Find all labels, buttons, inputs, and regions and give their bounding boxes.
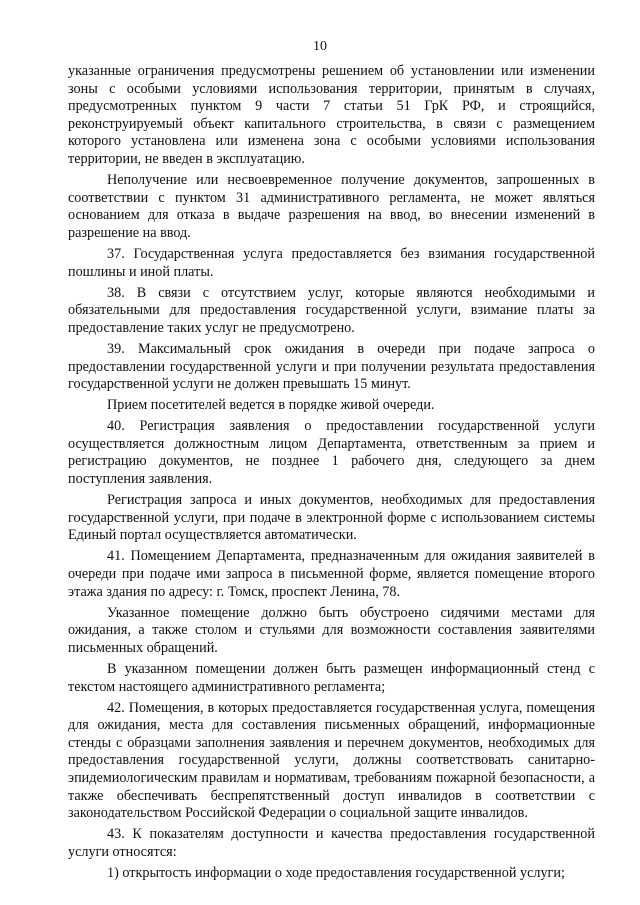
paragraph: 40. Регистрация заявления о предоставлении государственной услуги осуществляется должностным лицом Департамента, ответственным за прием и регистрацию документов, не позднее 1 рабочего дня, следующего за днем поступления заявления.	[68, 418, 595, 488]
paragraph: 37. Государственная услуга предоставляется без взимания государственной пошлины и иной платы.	[68, 245, 595, 280]
paragraph: Регистрация запроса и иных документов, необходимых для предоставления государственной услуги, при подаче в электронной форме с использованием системы Единый портал осуществляется автоматически.	[68, 492, 595, 544]
paragraph: В указанном помещении должен быть размещен информационный стенд с текстом настоящего административного регламента;	[68, 661, 595, 695]
paragraph: 38. В связи с отсутствием услуг, которые являются необходимыми и обязательными для предоставления государственной услуги, взимание платы за предоставление таких услуг не предусмотрено.	[68, 284, 595, 336]
page-number: 10	[313, 39, 327, 54]
paragraph: Указанное помещение должно быть обустроено сидячими местами для ожидания, а также столом и стульями для возможности составления заявителями письменных обращений.	[68, 604, 595, 656]
paragraph: 39. Максимальный срок ожидания в очереди при подаче запроса о предоставлении государственной услуги и при получении результата предоставления государственной услуги не должен превышать 15 минут.	[68, 340, 595, 393]
paragraph: Прием посетителей ведется в порядке живой очереди.	[107, 397, 435, 414]
paragraph: 41. Помещением Департамента, предназначенным для ожидания заявителей в очереди при подаче ими запроса в письменной форме, является помещение второго этажа здания по адресу: г. Томск, проспект Ленина, 78.	[68, 548, 595, 600]
paragraph: 43. К показателям доступности и качества предоставления государственной услуги относятся:	[68, 826, 595, 860]
paragraph: 1) открытость информации о ходе предоставления государственной услуги;	[107, 865, 565, 882]
paragraph: 42. Помещения, в которых предоставляется государственная услуга, помещения для ожидания, места для составления письменных обращений, информационные стенды с образцами заполнения заявления и перечнем документов, необходимых для предоставления государственной услуги, должны соответствовать санитарно-эпидемиологическим правилам и нормативам, требованиям пожарной безопасности, а также обеспечивать беспрепятственный доступ инвалидов в соответствии с законодательством Российской Федерации о социальной защите инвалидов.	[68, 699, 595, 822]
paragraph: Неполучение или несвоевременное получение документов, запрошенных в соответствии с пунктом 31 административного регламента, не может являться основанием для отказа в выдаче разрешения на ввод, во внесении изменений в разрешение на ввод.	[68, 172, 595, 241]
document-body	[68, 63, 595, 886]
paragraph: указанные ограничения предусмотрены решением об установлении или изменении зоны с особыми условиями использования территории, принятым в случаях, предусмотренных пунктом 9 части 7 статьи 51 ГрК РФ, и строящийся, реконструируемый объект капитального строительства, в связи с размещением которого установлена или изменена зона с особыми условиями использования территории, не введен в эксплуатацию.	[68, 63, 595, 167]
